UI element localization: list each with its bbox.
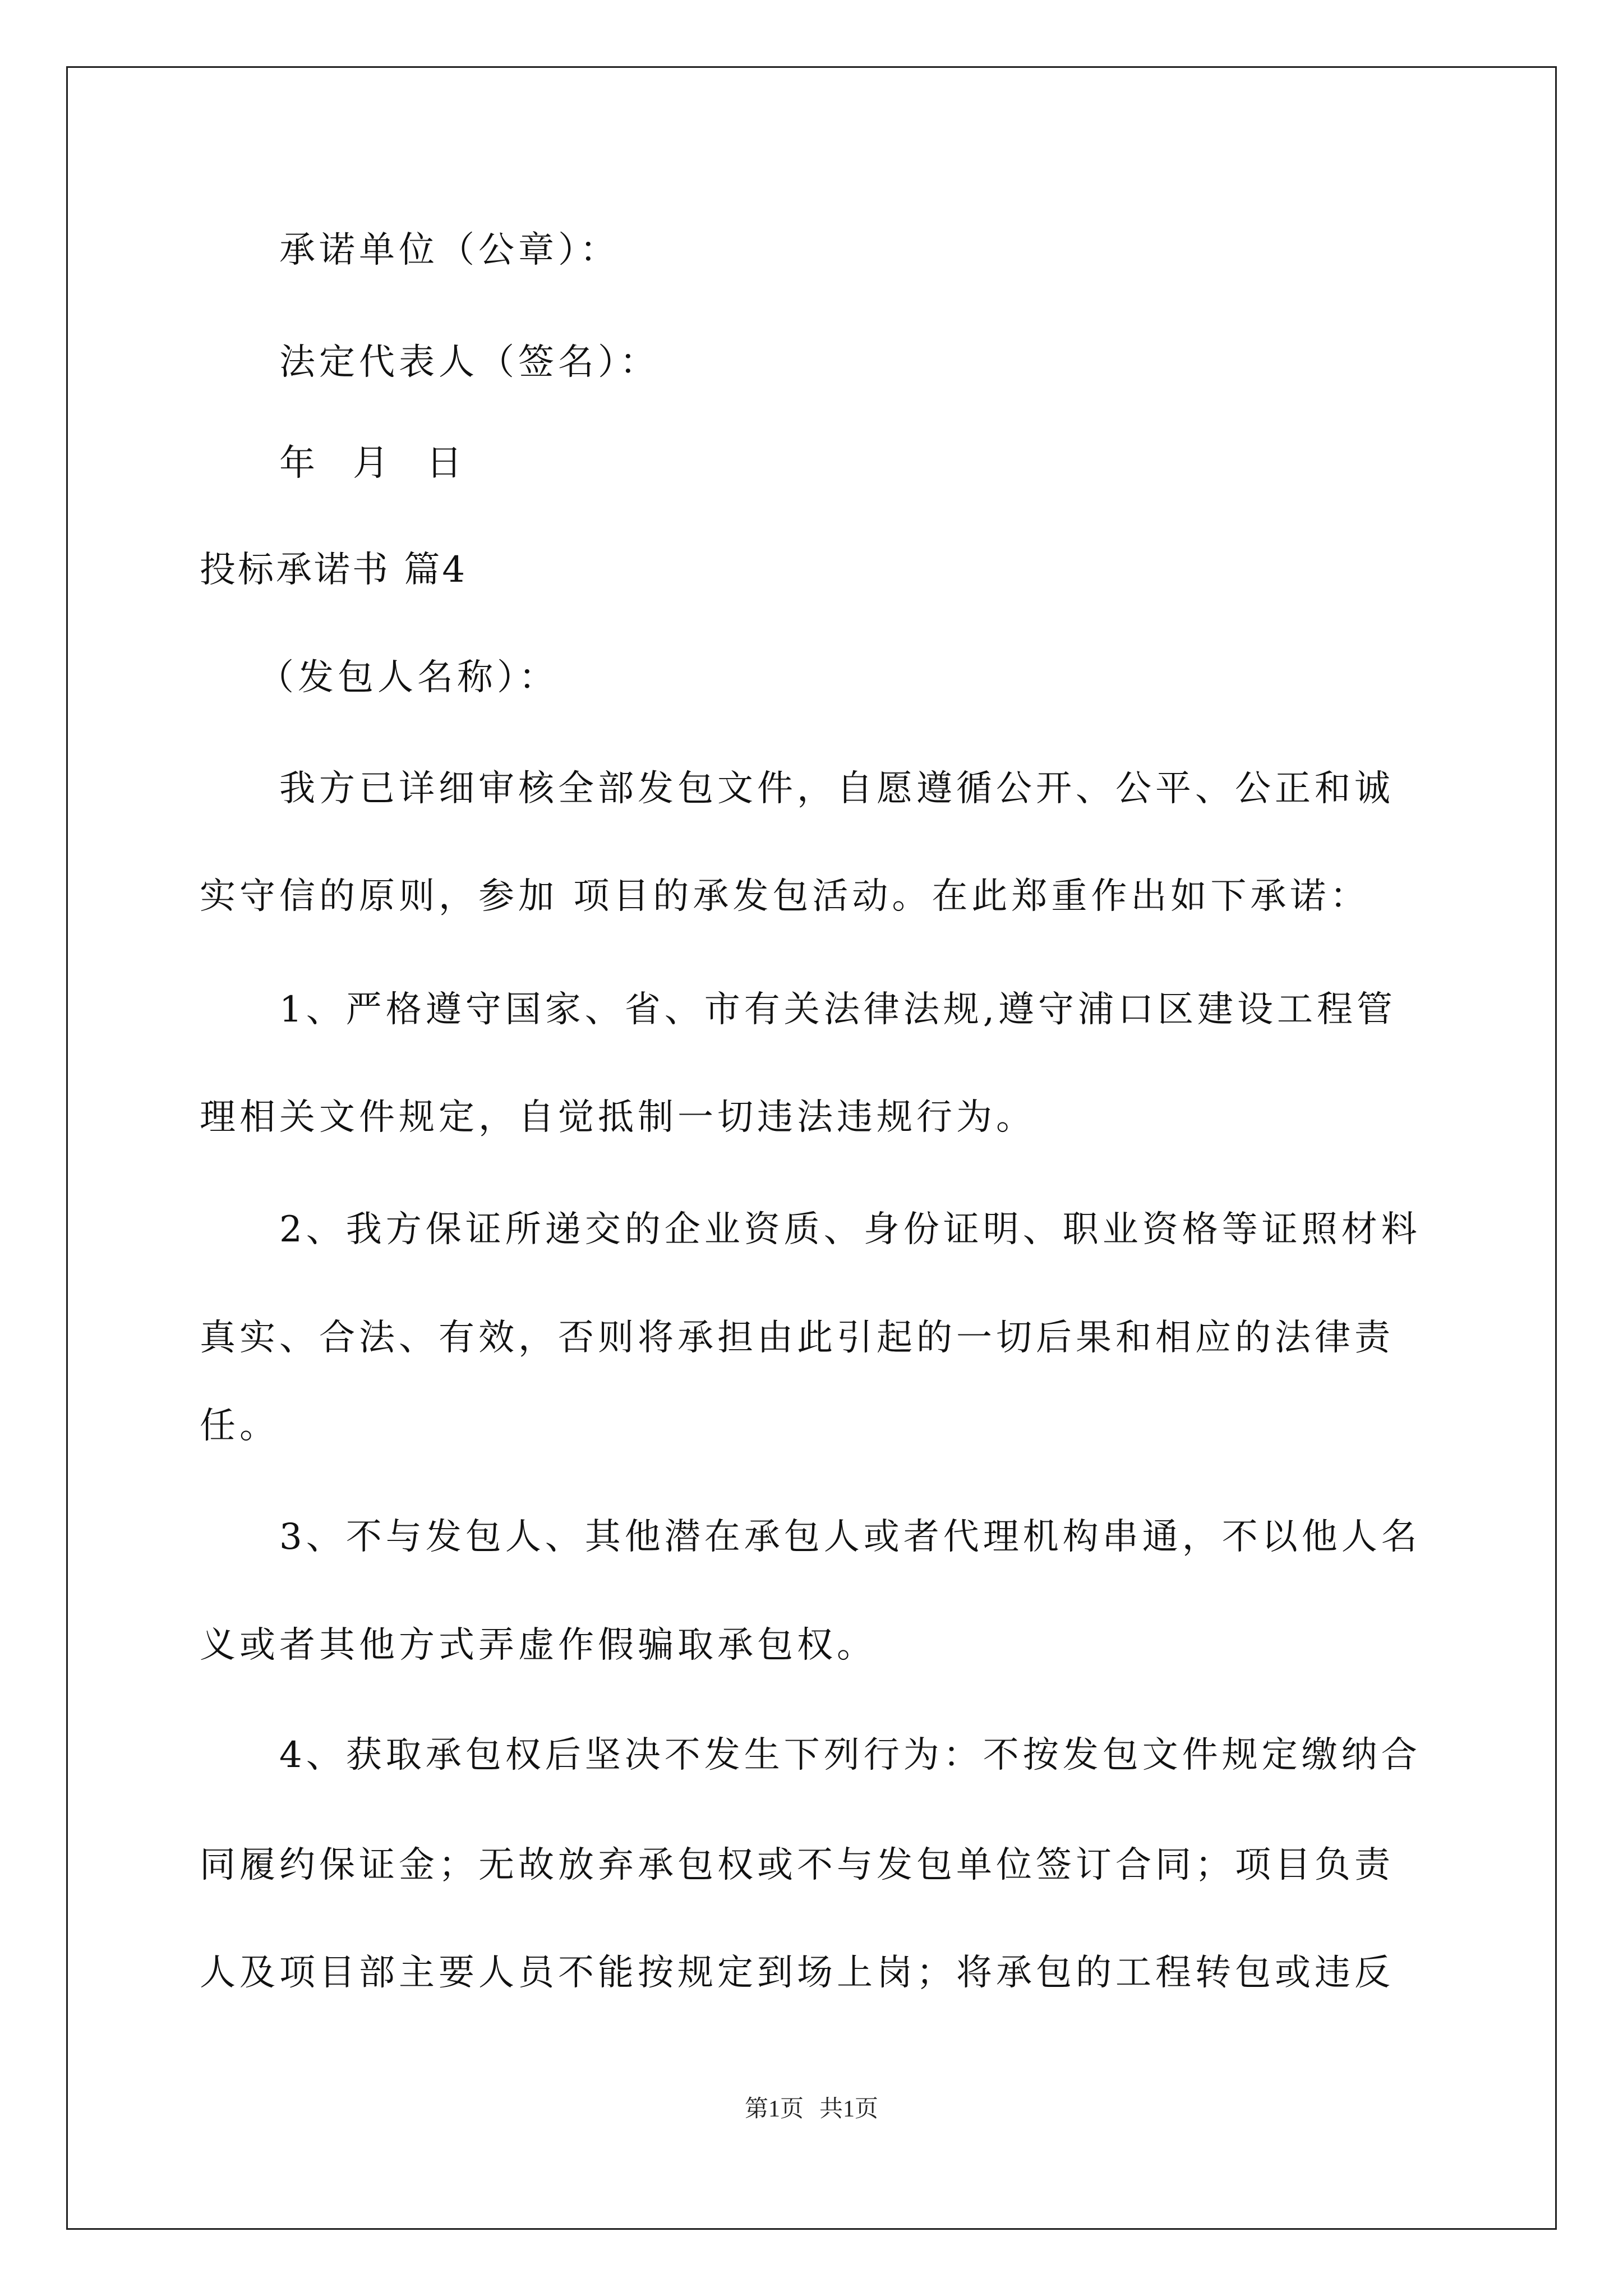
paragraph-line: 人及项目部主要人员不能按规定到场上岗；将承包的工程转包或违反 <box>200 1952 1394 1994</box>
addressee: （发包人名称）： <box>258 657 559 698</box>
page-footer <box>0 2095 1623 2123</box>
page-border <box>66 66 1557 2230</box>
date-year: 年 <box>279 443 319 484</box>
date-day: 日 <box>426 443 466 484</box>
paragraph-line: 我方已详细审核全部发包文件，自愿遵循公开、公平、公正和诚 <box>279 768 1394 809</box>
paragraph-line: 3、不与发包人、其他潜在承包人或者代理机构串通，不以他人名 <box>279 1516 1421 1558</box>
paragraph-line: 义或者其他方式弄虚作假骗取承包权。 <box>200 1625 877 1666</box>
paragraph-line: 真实、合法、有效，否则将承担由此引起的一切后果和相应的法律责 <box>200 1317 1394 1359</box>
page-current: 第1页 <box>744 2096 804 2122</box>
date-line <box>279 441 500 486</box>
paragraph-line: 2、我方保证所递交的企业资质、身份证明、职业资格等证照材料 <box>279 1209 1421 1250</box>
paragraph-line: 实守信的原则，参加 项目的承发包活动。在此郑重作出如下承诺： <box>200 876 1370 917</box>
page-total: 共1页 <box>819 2096 879 2122</box>
paragraph-line: 同履约保证金；无故放弃承包权或不与发包单位签订合同；项目负责 <box>200 1844 1394 1886</box>
section-heading: 投标承诺书 篇4 <box>200 549 468 591</box>
paragraph-line: 任。 <box>200 1405 279 1447</box>
paragraph-line: 理相关文件规定，自觉抵制一切违法违规行为。 <box>200 1097 1036 1138</box>
date-month: 月 <box>353 443 393 484</box>
paragraph-line: 1、严格遵守国家、省、市有关法律法规,遵守浦口区建设工程管 <box>279 989 1397 1030</box>
unit-seal-label: 承诺单位（公章）： <box>279 229 620 271</box>
paragraph-line: 4、获取承包权后坚决不发生下列行为：不按发包文件规定缴纳合 <box>279 1734 1421 1776</box>
representative-signature-label: 法定代表人（签名）： <box>279 342 660 383</box>
